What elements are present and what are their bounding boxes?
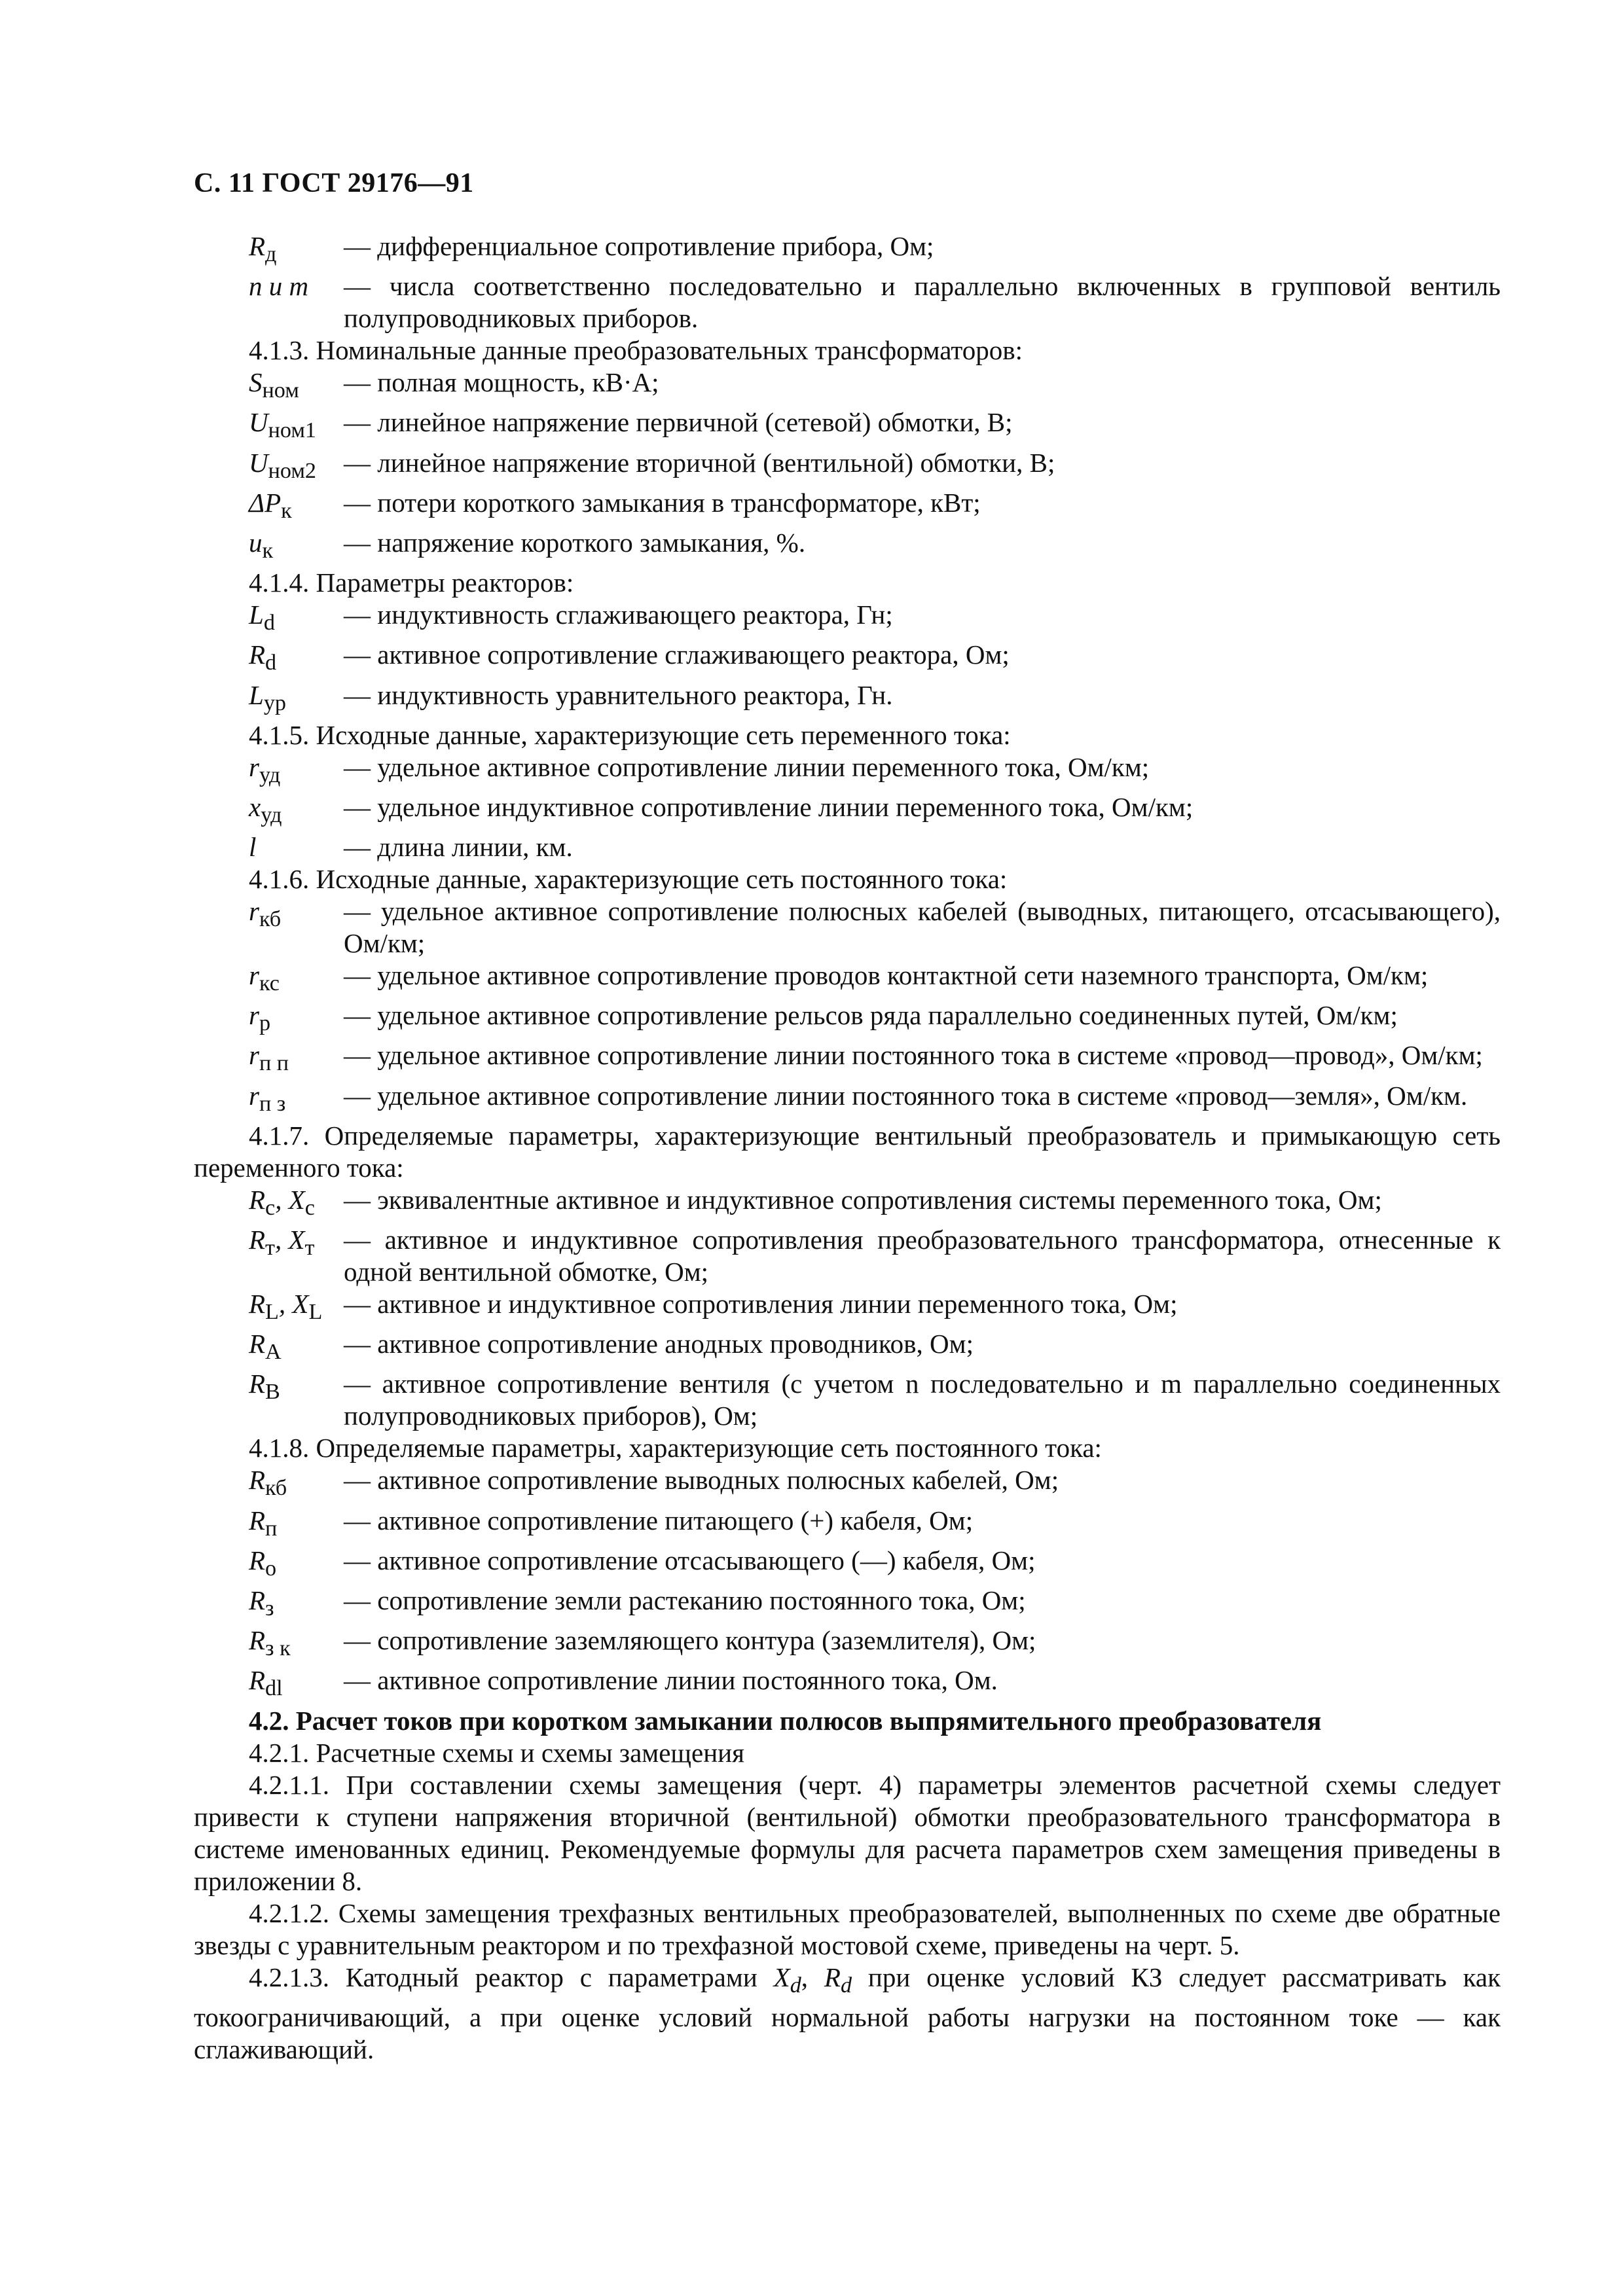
symbol-subscript: ур — [263, 691, 286, 715]
paragraph-4-2-1-3-end: при оценке условий КЗ следует рассматривать как токоограничивающий, а при оценке условий нормальной работы нагрузки на постоянном токе — как сглаживающий. — [194, 1962, 1501, 2064]
definition-row — [249, 1184, 1501, 1224]
definition-symbol — [249, 406, 344, 446]
symbol-letter: n и m — [249, 271, 309, 302]
symbol-letter: r — [249, 1000, 259, 1031]
definition-text: — активное сопротивление сглаживающего реактора, Ом; — [344, 639, 1010, 670]
definition-text: — потери короткого замыкания в трансформаторе, кВт; — [344, 487, 981, 518]
symbol-letter: r — [249, 896, 259, 927]
definition-row — [249, 599, 1501, 639]
definition-row — [249, 999, 1501, 1039]
symbol-letter: U — [249, 447, 268, 478]
definitions-list-4-1-8 — [194, 1464, 1501, 1704]
definition-symbol — [249, 367, 344, 406]
definition-row — [249, 639, 1501, 679]
definition-row — [249, 367, 1501, 406]
symbol-letter: R — [249, 1225, 266, 1255]
definition-symbol — [249, 791, 344, 831]
definition-symbol — [249, 447, 344, 487]
definition-text: — активное сопротивление питающего (+) кабеля, Ом; — [344, 1505, 974, 1535]
definition-row — [249, 230, 1501, 270]
symbol-subscript: о — [265, 1556, 277, 1581]
definition-symbol — [249, 1664, 344, 1704]
definitions-list-4-1-7 — [194, 1184, 1501, 1433]
symbol-letter: L — [249, 679, 264, 710]
symbol-subscript: уд — [259, 762, 281, 787]
symbol-subscript: р — [259, 1011, 271, 1036]
definition-text: — активное сопротивление вентиля (с учетом n последовательно и m параллельно соединенных полупроводниковых приборов), Ом; — [344, 1369, 1501, 1431]
definition-symbol — [249, 1184, 344, 1224]
definition-text: — активное и индуктивное сопротивления преобразовательного трансформатора, отнесенные к одной вентильной обмотке, Ом; — [344, 1225, 1501, 1287]
section-title-4-1-8: 4.1.8. Определяемые параметры, характеризующие сеть постоянного тока: — [249, 1433, 1102, 1463]
symbol-letter: r — [249, 1080, 259, 1111]
symbol-letter: R — [249, 1329, 266, 1359]
definition-text: — сопротивление заземляющего контура (заземлителя), Ом; — [344, 1625, 1036, 1656]
definition-symbol — [249, 1080, 344, 1120]
definition-symbol — [249, 230, 344, 270]
symbol-letter: ΔP — [249, 487, 282, 518]
symbol-letter: R — [249, 1369, 266, 1399]
symbol-subscript: уд — [261, 803, 282, 828]
symbol-subscript: с — [265, 1196, 276, 1220]
symbol-letter: R — [249, 1665, 266, 1696]
symbol-subscript: кб — [259, 907, 282, 932]
definition-row — [249, 960, 1501, 999]
definition-symbol — [249, 1224, 344, 1264]
definition-symbol — [249, 639, 344, 679]
symbol-subscript: d — [265, 651, 277, 675]
definition-row — [249, 679, 1501, 719]
symbol-subscript: п п — [259, 1051, 289, 1076]
definition-symbol — [249, 1624, 344, 1664]
definition-text: — удельное активное сопротивление линии переменного тока, Ом/км; — [344, 751, 1150, 782]
definition-row — [249, 1039, 1501, 1079]
paragraph-4-2-1-1: 4.2.1.1. При составлении схемы замещения (черт. 4) параметры элементов расчетной схемы следует привести к ступени напряжения вторичной (вентильной) обмотки преобразовательного трансформатора в системе именованных единиц. Рекомендуемые формулы для расчета параметров схем замещения приведены в приложении 8. — [194, 1769, 1501, 1896]
symbol-subscript: В — [265, 1380, 280, 1405]
definition-row — [249, 1080, 1501, 1120]
symbol-letter: R — [249, 639, 266, 670]
symbol-letter-2: , X — [275, 1184, 305, 1215]
section-title-4-2: 4.2. Расчет токов при коротком замыкании полюсов выпрямительного преобразователя — [249, 1705, 1322, 1736]
symbol-letter: R — [249, 1545, 266, 1575]
definition-symbol — [249, 895, 344, 935]
definitions-list-4-1-4 — [194, 599, 1501, 719]
definition-row — [249, 751, 1501, 791]
definition-row — [249, 1368, 1501, 1432]
symbol-letter: r — [249, 751, 259, 782]
symbol-subscript: к — [281, 498, 292, 523]
definition-symbol — [249, 1288, 344, 1328]
definition-row — [249, 1624, 1501, 1664]
symbol-subscript: ном1 — [268, 418, 317, 443]
definition-text: — индуктивность сглаживающего реактора, Гн; — [344, 600, 893, 630]
definition-text: — активное и индуктивное сопротивления линии переменного тока, Ом; — [344, 1289, 1178, 1319]
definitions-list-4-1-2 — [194, 230, 1501, 334]
definition-text: — активное сопротивление отсасывающего (—) кабеля, Ом; — [344, 1545, 1036, 1575]
symbol-letter-2: , X — [274, 1225, 305, 1255]
symbol-subscript: dl — [265, 1676, 283, 1701]
section-title-4-1-3: 4.1.3. Номинальные данные преобразовательных трансформаторов: — [249, 335, 1023, 366]
paragraph-4-2-1-3-start: 4.2.1.3. Катодный реактор с параметрами — [249, 1962, 774, 1992]
symbol-subscript: д — [265, 242, 277, 267]
definition-text: — эквивалентные активное и индуктивное сопротивления системы переменного тока, Ом; — [344, 1184, 1382, 1215]
definition-text: — активное сопротивление анодных проводников, Ом; — [344, 1329, 974, 1359]
definition-row — [249, 831, 1501, 863]
definition-symbol — [249, 599, 344, 639]
symbol-subscript: ном — [262, 378, 299, 403]
definition-row — [249, 1288, 1501, 1328]
definitions-list-4-1-3 — [194, 367, 1501, 567]
definition-text: — числа соответственно последовательно и параллельно включенных в групповой вентиль полупроводниковых приборов. — [344, 271, 1501, 334]
definition-text: — дифференциальное сопротивление прибора, Ом; — [344, 231, 934, 261]
definition-row — [249, 895, 1501, 960]
symbol-subscript: ном2 — [268, 458, 317, 483]
symbol-letter: R — [249, 1505, 266, 1535]
section-title-4-1-6: 4.1.6. Исходные данные, характеризующие сеть постоянного тока: — [249, 864, 1008, 895]
symbol-x-subscript: d — [790, 1973, 801, 1998]
definition-text: — активное сопротивление линии постоянного тока, Ом. — [344, 1665, 998, 1696]
definition-symbol — [249, 270, 344, 302]
symbol-letter: x — [249, 791, 261, 822]
definitions-list-4-1-6 — [194, 895, 1501, 1120]
symbol-subscript: п з — [259, 1091, 286, 1116]
definition-symbol — [249, 1039, 344, 1079]
paragraph-4-2-1-3 — [194, 1962, 1501, 2066]
symbol-letter: U — [249, 407, 268, 438]
symbol-subscript: d — [263, 611, 275, 636]
symbol-r: R — [824, 1962, 841, 1992]
definition-row — [249, 1464, 1501, 1504]
symbol-subscript: п — [265, 1516, 278, 1541]
document-body — [194, 230, 1501, 2066]
definition-symbol — [249, 831, 344, 863]
definitions-list-4-1-5 — [194, 751, 1501, 863]
symbol-letter: r — [249, 1040, 259, 1071]
definition-text: — удельное активное сопротивление проводов контактной сети наземного транспорта, Ом/км; — [344, 960, 1429, 991]
symbol-letter: R — [249, 1625, 266, 1656]
paragraph-4-2-1-2: 4.2.1.2. Схемы замещения трехфазных вентильных преобразователей, выполненных по схеме две обратные звезды с уравнительным реактором и по трехфазной мостовой схеме, приведены на черт. 5. — [194, 1897, 1501, 1960]
definition-row — [249, 1224, 1501, 1288]
definition-symbol — [249, 487, 344, 527]
section-title-4-1-5: 4.1.5. Исходные данные, характеризующие сеть переменного тока: — [249, 719, 1011, 750]
definition-text: — длина линии, км. — [344, 832, 573, 863]
definition-text: — линейное напряжение вторичной (вентильной) обмотки, В; — [344, 447, 1055, 478]
symbol-subscript-2: т — [304, 1236, 315, 1261]
definition-symbol — [249, 527, 344, 567]
section-title-4-2-1: 4.2.1. Расчетные схемы и схемы замещения — [249, 1737, 744, 1768]
definition-text: — активное сопротивление выводных полюсных кабелей, Ом; — [344, 1465, 1059, 1496]
definition-symbol — [249, 1585, 344, 1624]
definition-row — [249, 1664, 1501, 1704]
definition-symbol — [249, 1368, 344, 1408]
symbol-subscript: т — [265, 1236, 275, 1261]
symbol-separator: , — [801, 1962, 824, 1992]
definition-text: — напряжение короткого замыкания, %. — [344, 527, 806, 558]
definition-text: — линейное напряжение первичной (сетевой) обмотки, В; — [344, 407, 1013, 438]
symbol-letter: R — [249, 1184, 266, 1215]
definition-row — [249, 791, 1501, 831]
definition-text: — удельное активное сопротивление полюсных кабелей (выводных, питающего, отсасывающего), Ом/км; — [344, 896, 1501, 959]
symbol-subscript: А — [265, 1340, 282, 1365]
definition-text: — полная мощность, кВ·А; — [344, 367, 659, 398]
definition-row — [249, 270, 1501, 334]
symbol-subscript: кс — [259, 971, 280, 996]
symbol-subscript: к — [262, 539, 274, 564]
symbol-letter: u — [249, 527, 263, 558]
symbol-subscript-2: с — [304, 1196, 315, 1220]
symbol-letter: R — [249, 231, 266, 261]
section-title-4-1-7: 4.1.7. Определяемые параметры, характеризующие вентильный преобразователь и примыкающую сеть переменного тока: — [194, 1120, 1501, 1183]
symbol-subscript-2: L — [308, 1300, 323, 1325]
symbol-letter: r — [249, 960, 259, 991]
definition-row — [249, 487, 1501, 527]
definition-text: — удельное индуктивное сопротивление линии переменного тока, Ом/км; — [344, 791, 1194, 822]
definition-text: — индуктивность уравнительного реактора, Гн. — [344, 679, 893, 710]
symbol-letter: l — [249, 832, 257, 863]
definition-symbol — [249, 999, 344, 1039]
definition-symbol — [249, 1464, 344, 1504]
definition-symbol — [249, 1505, 344, 1545]
symbol-letter: L — [249, 600, 264, 630]
symbol-letter: R — [249, 1289, 266, 1319]
symbol-subscript: з — [265, 1596, 274, 1621]
symbol-subscript: кб — [265, 1476, 287, 1501]
definition-row — [249, 447, 1501, 487]
definition-symbol — [249, 751, 344, 791]
definition-row — [249, 1585, 1501, 1624]
definition-symbol — [249, 679, 344, 719]
symbol-letter: R — [249, 1465, 266, 1496]
symbol-x: X — [773, 1962, 790, 1992]
symbol-letter: S — [249, 367, 263, 398]
definition-row — [249, 406, 1501, 446]
page-header: С. 11 ГОСТ 29176—91 — [194, 168, 474, 198]
definition-symbol — [249, 1545, 344, 1585]
definition-text: — удельное активное сопротивление линии постоянного тока в системе «провод—провод», Ом/км; — [344, 1040, 1483, 1071]
section-title-4-1-4: 4.1.4. Параметры реакторов: — [249, 567, 574, 598]
symbol-subscript: L — [265, 1300, 279, 1325]
definition-text: — удельное активное сопротивление линии постоянного тока в системе «провод—земля», Ом/км. — [344, 1080, 1468, 1111]
definition-row — [249, 1328, 1501, 1368]
definition-symbol — [249, 1328, 344, 1368]
definition-text: — сопротивление земли растеканию постоянного тока, Ом; — [344, 1585, 1026, 1615]
definition-symbol — [249, 960, 344, 999]
definition-text: — удельное активное сопротивление рельсов ряда параллельно соединенных путей, Ом/км; — [344, 1000, 1398, 1031]
symbol-subscript: з к — [265, 1636, 291, 1661]
symbol-letter-2: , X — [278, 1289, 309, 1319]
symbol-letter: R — [249, 1585, 266, 1615]
definition-row — [249, 1505, 1501, 1545]
definition-row — [249, 1545, 1501, 1585]
symbol-r-subscript: d — [840, 1973, 852, 1998]
definition-row — [249, 527, 1501, 567]
